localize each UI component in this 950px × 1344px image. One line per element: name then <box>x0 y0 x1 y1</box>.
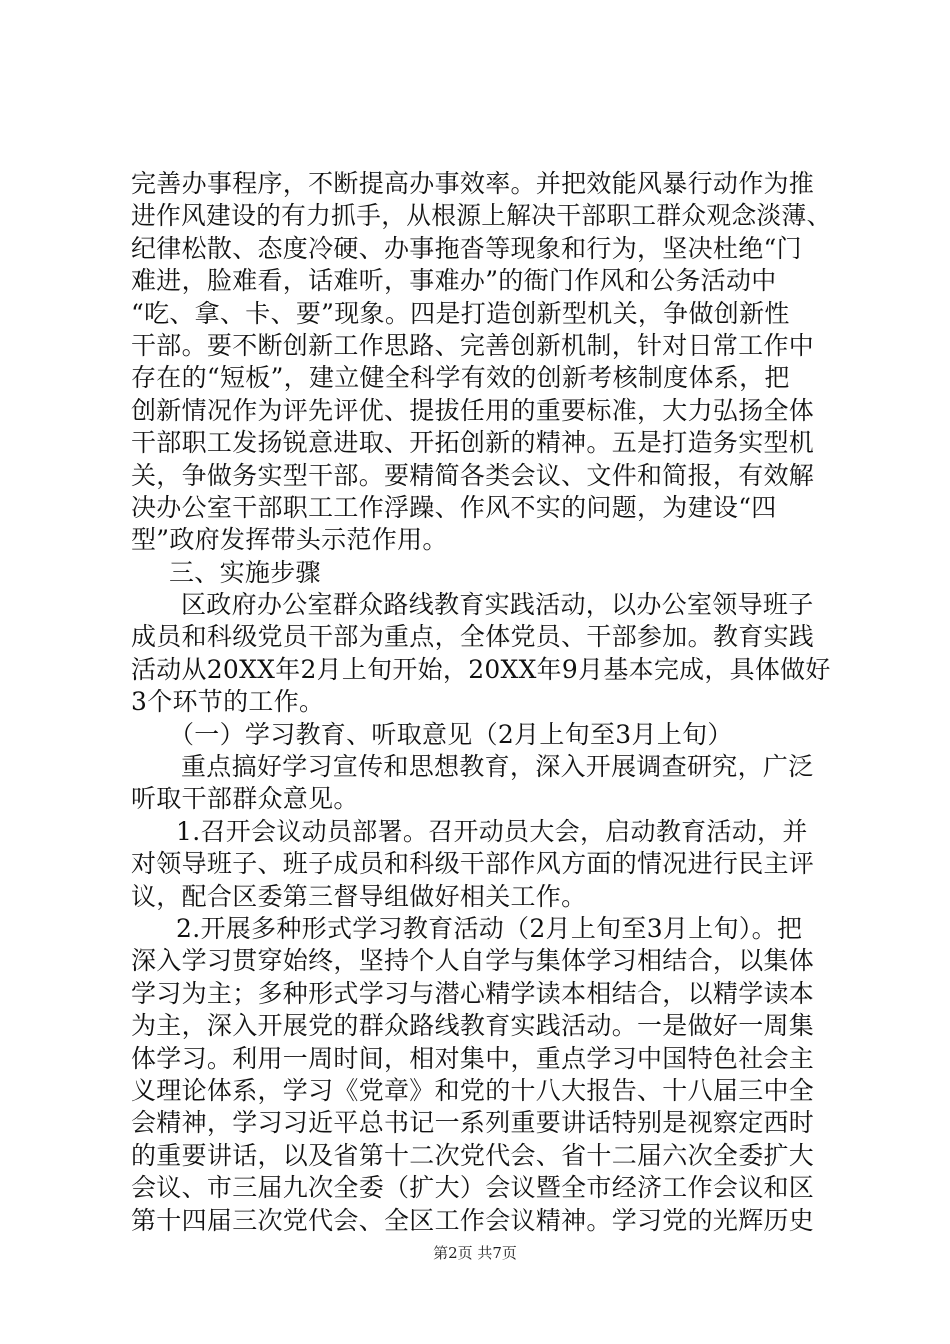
text-line: （一）学习教育、听取意见（2月上旬至3月上旬） <box>169 719 733 749</box>
text-line: 3个环节的工作。 <box>131 687 325 717</box>
text-line: 为主，深入开展党的群众路线教育实践活动。一是做好一周集 <box>131 1011 815 1041</box>
text-line: 干部职工发扬锐意进取、开拓创新的精神。五是打造务实型机 <box>131 428 815 458</box>
text-line: 干部。要不断创新工作思路、完善创新机制，针对日常工作中 <box>131 330 815 360</box>
text-line: 深入学习贯穿始终，坚持个人自学与集体学习相结合，以集体 <box>131 946 815 976</box>
text-line: 完善办事程序，不断提高办事效率。并把效能风暴行动作为推 <box>131 169 815 198</box>
text-line: 存在的“短板”，建立健全科学有效的创新考核制度体系，把 <box>131 363 790 393</box>
text-line: 型”政府发挥带头示范作用。 <box>131 525 448 555</box>
text-line: 体学习。利用一周时间，相对集中，重点学习中国特色社会主 <box>131 1043 815 1073</box>
text-line: “吃、拿、卡、要”现象。四是打造创新型机关，争做创新性 <box>131 298 790 328</box>
text-line: 成员和科级党员干部为重点，全体党员、干部参加。教育实践 <box>131 622 815 652</box>
page-footer: 第2页 共7页 <box>433 1244 517 1262</box>
text-line: 对领导班子、班子成员和科级干部作风方面的情况进行民主评 <box>131 849 815 879</box>
text-line: 第十四届三次党代会、全区工作会议精神。学习党的光辉历史 <box>131 1205 815 1235</box>
text-line: 会精神，学习习近平总书记一系列重要讲话特别是视察定西时 <box>131 1108 815 1138</box>
text-line: 的重要讲话，以及省第十二次党代会、省十二届六次全委扩大 <box>131 1140 815 1170</box>
text-line: 学习为主；多种形式学习与潜心精学读本相结合，以精学读本 <box>131 978 815 1008</box>
text-line: 议，配合区委第三督导组做好相关工作。 <box>131 881 587 911</box>
text-line: 区政府办公室群众路线教育实践活动，以办公室领导班子 <box>181 590 814 620</box>
text-line: 决办公室干部职工工作浮躁、作风不实的问题，为建设“四 <box>131 492 777 522</box>
text-line: 听取干部群众意见。 <box>131 784 359 814</box>
text-line: 会议、市三届九次全委（扩大）会议暨全市经济工作会议和区 <box>131 1173 815 1203</box>
text-line: 义理论体系，学习《党章》和党的十八大报告、十八届三中全 <box>131 1075 815 1105</box>
text-line: 创新情况作为评先评优、提拔任用的重要标准，大力弘扬全体 <box>131 395 815 425</box>
text-line: 1.召开会议动员部署。召开动员大会，启动教育活动，并 <box>176 816 808 846</box>
text-line: 三、实施步骤 <box>169 557 321 587</box>
text-line: 关，争做务实型干部。要精简各类会议、文件和简报，有效解 <box>131 460 815 490</box>
text-line: 纪律松散、态度冷硬、办事拖沓等现象和行为，坚决杜绝“门 <box>131 233 802 263</box>
text-line: 进作风建设的有力抓手，从根源上解决干部职工群众观念淡薄、 <box>131 201 832 231</box>
text-line: 活动从20XX年2月上旬开始，20XX年9月基本完成，具体做好 <box>131 654 831 684</box>
document-body <box>131 168 831 1237</box>
text-line: 2.开展多种形式学习教育活动（2月上旬至3月上旬）。把 <box>176 913 803 943</box>
text-line: 重点搞好学习宣传和思想教育，深入开展调查研究，广泛 <box>181 752 814 782</box>
text-line: 难进，脸难看，话难听，事难办”的衙门作风和公务活动中 <box>131 266 777 296</box>
